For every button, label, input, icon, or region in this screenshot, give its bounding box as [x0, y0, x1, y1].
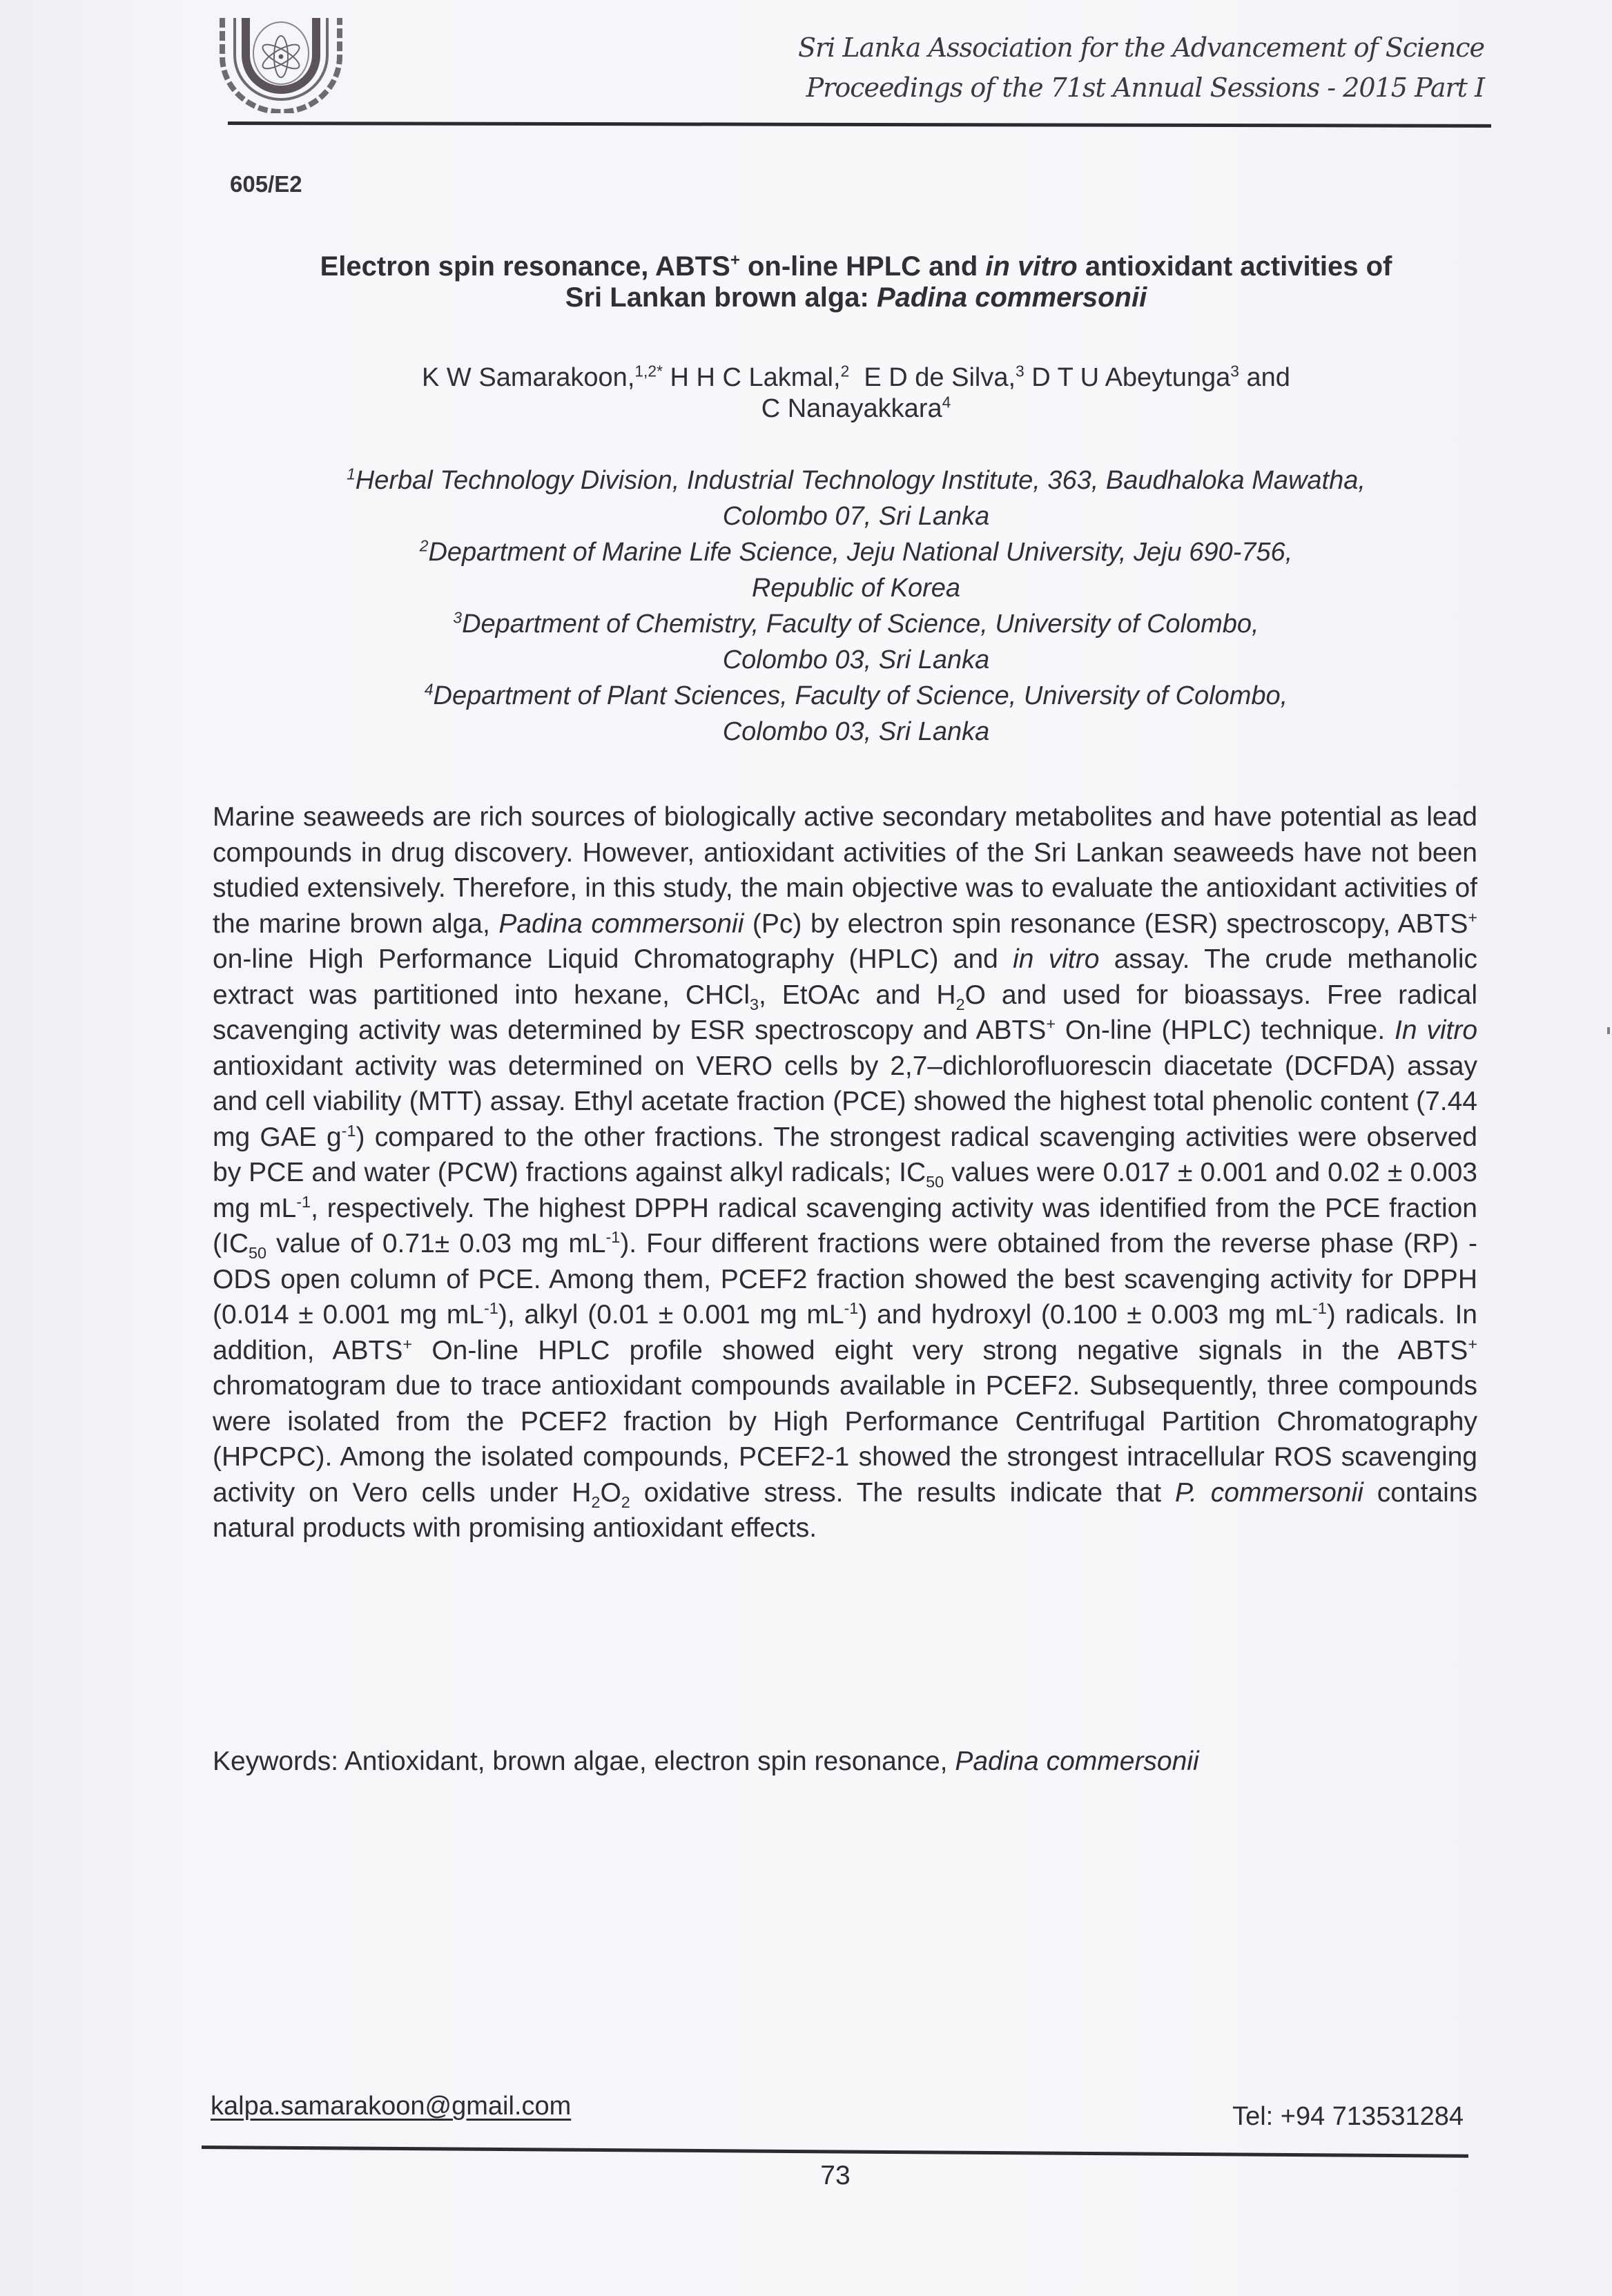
abstract-text: Marine seaweeds are rich sources of biologically active secondary metabolites and have potential as lead compounds in drug discovery. However, antioxidant activities of the Sri Lankan seaweeds have not been studied extensively. Therefore, in this study, the main objective was to evaluate the antioxidant activities of the marine brown alga,	[213, 802, 1477, 939]
abstract-subscript: 50	[249, 1243, 267, 1262]
affiliation-text: Department of Plant Sciences, Faculty of Science, University of Colombo,	[433, 681, 1288, 710]
abstract-italic: In vitro	[1395, 1015, 1478, 1045]
title-text: on-line HPLC and	[739, 251, 986, 282]
abstract-text: contains natural products with promising antioxidant effects.	[213, 1477, 1477, 1543]
abstract-subscript: 2	[591, 1492, 601, 1511]
affiliation-number: 2	[419, 536, 429, 555]
abstract-superscript: -1	[844, 1299, 859, 1317]
affiliation-number: 1	[347, 465, 356, 483]
author-affiliation-mark: 2	[840, 362, 850, 380]
keywords-label: Keywords:	[213, 1747, 344, 1776]
abstract-superscript: +	[1468, 908, 1478, 926]
affiliation-list	[228, 463, 1484, 750]
abstract-text: assay. The crude methanolic extract was partitioned into hexane, CHCl	[213, 944, 1477, 1010]
author-conjunction: and	[1239, 363, 1290, 392]
abstract-text: oxidative stress. The results indicate that	[630, 1477, 1175, 1508]
footer-divider	[202, 2146, 1468, 2158]
abstract-text: , respectively. The highest DPPH radical scavenging activity was identified from the PCE fraction (IC	[213, 1193, 1477, 1258]
abstract-superscript: -1	[484, 1299, 498, 1317]
abstract-superscript: -1	[605, 1228, 621, 1246]
journal-header	[798, 28, 1484, 108]
abstract-text: ) compared to the other fractions. The strongest radical scavenging activities were observed by PCE and water (PCW) fractions against alkyl radicals; IC	[213, 1122, 1477, 1187]
abstract-subscript: 2	[621, 1492, 630, 1511]
abstract-superscript: +	[402, 1334, 413, 1353]
abstract-text: antioxidant activity was determined on VERO cells by 2,7–dichlorofluorescin diacetate (DCFDA) assay and cell viability (MTT) assay. Ethyl acetate fraction (PCE) showed the highest total phenolic content (7.44 mg GAE g	[213, 1051, 1477, 1152]
scan-speck	[1607, 1027, 1610, 1034]
page-number: 73	[820, 2161, 851, 2190]
abstract-subscript: 3	[750, 995, 759, 1013]
corresponding-email-link[interactable]: kalpa.samarakoon@gmail.com	[211, 2092, 572, 2121]
abstract-text: ), alkyl (0.01 ± 0.001 mg mL	[498, 1300, 844, 1330]
author: C Nanayakkara	[761, 394, 942, 423]
abstract-subscript: 50	[926, 1172, 944, 1191]
affiliation-location: Republic of Korea	[751, 574, 961, 603]
abstract-text: on-line High Performance Liquid Chromatography (HPLC) and	[213, 944, 1013, 974]
title-line-2	[228, 282, 1484, 313]
title-species: Padina commersonii	[876, 282, 1147, 313]
abstract-superscript: +	[1046, 1015, 1056, 1033]
affiliation-text: Department of Chemistry, Faculty of Science, University of Colombo,	[462, 610, 1259, 639]
affiliation-location: Colombo 07, Sri Lanka	[722, 502, 990, 531]
author: D T U Abeytunga	[1024, 363, 1231, 392]
author-affiliation-mark: 3	[1230, 362, 1239, 380]
abstract-text: On-line (HPLC) technique.	[1056, 1015, 1395, 1045]
abstract-text: ) radicals. In addition, ABTS	[213, 1300, 1478, 1365]
author: E D de Silva,	[856, 363, 1016, 392]
affiliation	[228, 678, 1484, 714]
affiliation	[228, 606, 1484, 642]
title-line-1	[228, 251, 1484, 282]
author-affiliation-mark: 4	[942, 393, 951, 411]
abstract-text: ) and hydroxyl (0.100 ± 0.003 mg mL	[858, 1300, 1312, 1330]
abstract-text: O	[600, 1477, 621, 1508]
keywords-species: Padina commersonii	[955, 1747, 1199, 1776]
affiliation-location: Colombo 03, Sri Lanka	[722, 645, 990, 674]
affiliation-number: 4	[424, 680, 434, 699]
corresponding-telephone: Tel: +94 713531284	[1232, 2102, 1464, 2131]
slaas-emblem-atom-icon	[215, 15, 347, 113]
affiliation	[228, 534, 1484, 570]
abstract-text: , EtOAc and H	[759, 980, 956, 1010]
author: K W Samarakoon,	[422, 363, 635, 392]
abstract-text: (Pc) by electron spin resonance (ESR) spectroscopy, ABTS	[744, 908, 1468, 939]
affiliation-number: 3	[453, 608, 463, 627]
abstract-superscript: -1	[1312, 1299, 1327, 1317]
abstract-italic: P. commersonii	[1174, 1477, 1363, 1508]
affiliation-text: Herbal Technology Division, Industrial Technology Institute, 363, Baudhaloka Mawatha,	[355, 466, 1366, 495]
author: H H C Lakmal,	[662, 363, 841, 392]
keywords	[213, 1745, 1477, 1778]
affiliation-location: Colombo 03, Sri Lanka	[722, 717, 990, 746]
abstract-body	[213, 799, 1477, 1546]
abstract-text: value of 0.71± 0.03 mg mL	[266, 1229, 606, 1258]
abstract-text: values were 0.017 ± 0.001 and 0.02 ± 0.003 mg mL	[213, 1158, 1477, 1223]
header-divider	[228, 121, 1491, 128]
paper-title	[228, 251, 1484, 313]
author-affiliation-mark: 3	[1016, 362, 1025, 380]
title-text: antioxidant activities of	[1077, 251, 1392, 282]
abstract-italic: Padina commersonii	[498, 908, 744, 939]
proceedings-line: Proceedings of the 71st Annual Sessions - 2015 Part I	[806, 72, 1484, 103]
abstract-text: ). Four different fractions were obtained from the reverse phase (RP) - ODS open column of PCE. Among them, PCEF2 fraction showed the best scavenging activity for DPPH (0.014 ± 0.001 mg mL	[213, 1229, 1478, 1330]
abstract-superscript: +	[1468, 1334, 1477, 1353]
abstract-superscript: -1	[296, 1192, 311, 1211]
abstract-subscript: 2	[955, 995, 965, 1013]
society-name: Sri Lanka Association for the Advancement of Science	[797, 32, 1484, 63]
abstract-text: On-line HPLC profile showed eight very strong negative signals in the ABTS	[412, 1335, 1468, 1365]
title-text: Sri Lankan brown alga:	[565, 282, 877, 313]
author-affiliation-mark: 1,2*	[634, 362, 663, 380]
abstract-text: O and used for bioassays. Free radical scavenging activity was determined by ESR spectroscopy and ABTS	[213, 980, 1477, 1045]
affiliation-text: Department of Marine Life Science, Jeju National University, Jeju 690-756,	[428, 538, 1293, 567]
abstract-superscript: -1	[341, 1121, 356, 1140]
title-italic: in vitro	[985, 251, 1078, 282]
affiliation	[228, 463, 1484, 498]
abstract-text: chromatogram due to trace antioxidant compounds available in PCEF2. Subsequently, three compounds were isolated from the PCEF2 fraction by High Performance Centrifugal Partition Chromatography (HPCPC). Among the isolated compounds, PCEF2-1 showed the strongest intracellular ROS scavenging activity on Vero cells under H	[213, 1371, 1477, 1508]
author-list	[228, 362, 1484, 425]
title-superscript: +	[730, 251, 740, 270]
title-text: Electron spin resonance, ABTS	[320, 251, 730, 282]
abstract-paragraph	[213, 799, 1477, 1546]
abstract-italic: in vitro	[1013, 944, 1100, 974]
abstract-id: 605/E2	[230, 171, 302, 197]
keywords-list: Antioxidant, brown algae, electron spin resonance,	[344, 1747, 955, 1776]
